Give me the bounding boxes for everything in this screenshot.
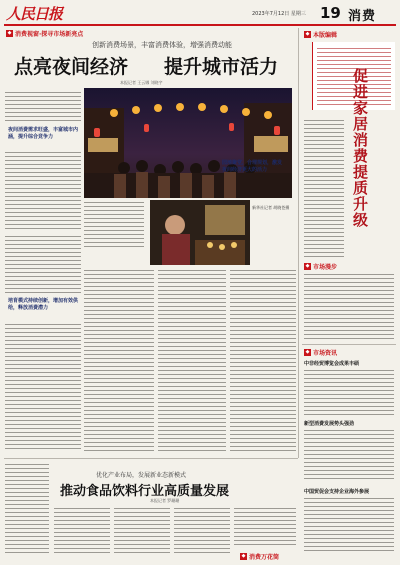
pull-quote-2: 园地聚堂，合理规划，激发夜间经济更大的活力 bbox=[222, 160, 283, 173]
night-market-photo bbox=[84, 88, 292, 198]
column-tag-label: 消费视窗·探寻市场新亮点 bbox=[15, 31, 84, 38]
right-column-tag-editor bbox=[304, 30, 337, 39]
vertical-headline: 促进家居消费提质升级 bbox=[351, 68, 369, 228]
bottom-article-kicker: 优化产业布局，发展新业态新模式 bbox=[96, 472, 187, 479]
column-tag-consumer-window bbox=[6, 29, 83, 38]
body-text-block bbox=[304, 272, 394, 340]
body-text-block bbox=[5, 462, 49, 554]
vendor-illustration bbox=[150, 200, 250, 265]
bottom-article-byline: 本报记者 罗珊珊 bbox=[150, 498, 180, 503]
body-text-block bbox=[84, 200, 144, 250]
page-number: 19 bbox=[320, 4, 341, 22]
photo-caption bbox=[252, 205, 296, 210]
body-text-block bbox=[158, 268, 226, 452]
masthead-rule bbox=[4, 24, 396, 26]
right-tag-label: 本版编辑 bbox=[313, 32, 338, 39]
body-text-block bbox=[5, 322, 81, 452]
body-text-block bbox=[5, 234, 81, 294]
top-article-kicker: 创新消费场景，丰富消费体验，增强消费动能 bbox=[92, 41, 232, 49]
news-item-title: 中非经贸博览会成果丰硕 bbox=[304, 361, 360, 367]
news-item-title: 新型消费发展势头强劲 bbox=[304, 421, 355, 427]
masthead bbox=[4, 2, 396, 24]
column-divider bbox=[298, 28, 299, 458]
top-article-byline: 本报记者 王云娜 刘晓宇 bbox=[120, 80, 163, 85]
body-text-block bbox=[5, 90, 81, 124]
body-text-block bbox=[230, 268, 296, 452]
body-text-block bbox=[234, 506, 296, 548]
right-tag-label: 市场漫步 bbox=[313, 264, 338, 271]
tag-marker-icon: ◆ bbox=[7, 30, 12, 36]
body-text-block bbox=[54, 506, 110, 556]
body-text-block bbox=[5, 150, 81, 230]
body-text-block bbox=[304, 496, 394, 554]
footer-column-tag bbox=[240, 552, 279, 561]
body-text-block bbox=[304, 368, 394, 416]
body-text-block bbox=[304, 118, 344, 258]
body-text-block bbox=[174, 506, 230, 556]
right-column-tag-market-walk bbox=[304, 262, 337, 271]
right-column-tag-market-news bbox=[304, 348, 337, 357]
vendor-photo bbox=[150, 200, 250, 265]
dateline: 2023年7月12日 星期三 bbox=[252, 11, 306, 17]
body-text-block bbox=[114, 506, 170, 556]
photo-credit: 新华社记者 胡晓苍摄 bbox=[252, 205, 290, 210]
body-text-block bbox=[304, 428, 394, 482]
night-market-illustration bbox=[84, 88, 292, 198]
tag-marker-icon: ◆ bbox=[305, 263, 310, 269]
section-divider bbox=[302, 344, 396, 345]
tag-marker-icon: ◆ bbox=[241, 553, 246, 559]
pull-quote-1: 夜间消费需求旺盛，丰富城市内涵，提升综合竞争力 bbox=[8, 127, 79, 140]
section-title: 消费 bbox=[348, 9, 377, 24]
footer-tag-label: 消费万花筒 bbox=[249, 554, 280, 561]
newspaper-logo: 人民日报 bbox=[6, 5, 63, 23]
top-article-headline-right: 提升城市活力 bbox=[164, 56, 279, 78]
news-item-title: 中国贸促会支持企业海外参展 bbox=[304, 489, 370, 495]
tag-marker-icon: ◆ bbox=[305, 31, 310, 37]
top-article-headline-left: 点亮夜间经济 bbox=[14, 56, 129, 78]
right-tag-label: 市场资讯 bbox=[313, 350, 338, 357]
tag-marker-icon: ◆ bbox=[305, 349, 310, 355]
bottom-article-headline: 推动食品饮料行业高质量发展 bbox=[60, 484, 230, 499]
pull-quote-3: 培育模式持续创新，增加有效供给，释放消费潜力 bbox=[8, 298, 79, 311]
section-divider bbox=[4, 458, 298, 459]
body-text-block bbox=[84, 268, 154, 452]
